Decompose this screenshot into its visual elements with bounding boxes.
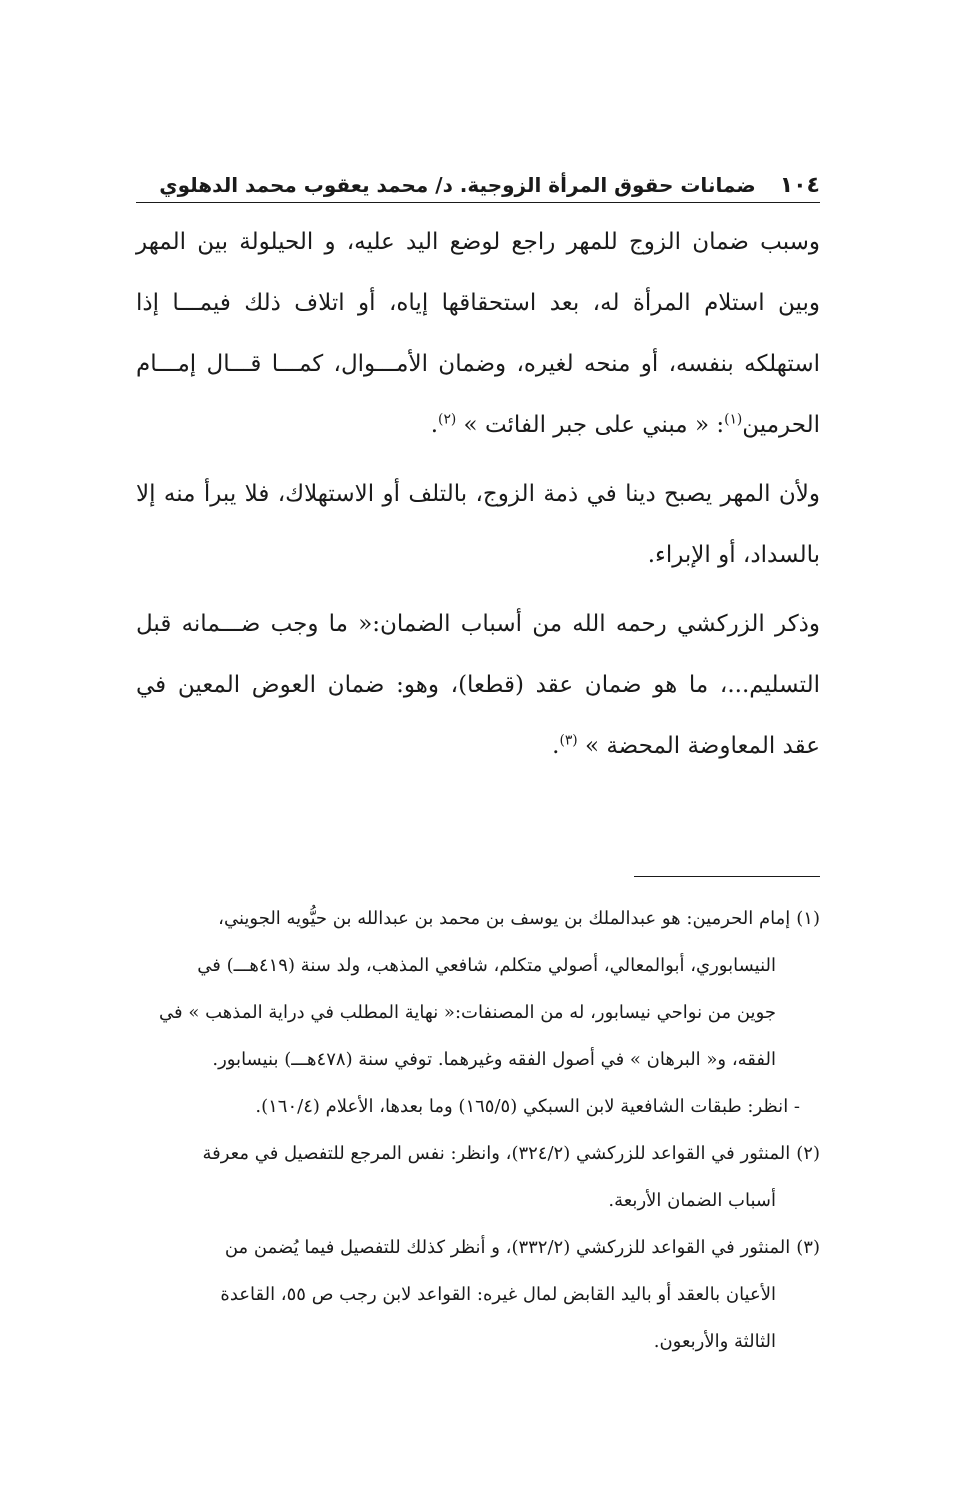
paragraph-2 xyxy=(136,464,820,586)
footnotes xyxy=(136,895,820,1365)
text-line: المهر وبين استلام المرأة له، بعد استحقاقها إياه، أو اتلاف ذلك فيمـــا إذا xyxy=(136,229,820,316)
text-line: قبل التسليم...، ما هو ضمان عقد (قطعا)، وهو: ضمان العوض المعين xyxy=(136,611,821,698)
footnote-line: (١)إمام الحرمين: هو عبدالملك بن يوسف بن محمد بن عبدالله بن حيُّويه الجويني، xyxy=(136,895,820,942)
text-line: . xyxy=(430,412,439,438)
text-line: منه إلا بالسداد، أو الإبراء. xyxy=(136,481,820,568)
running-header xyxy=(136,170,820,200)
footnote-ref-1[interactable]: (١) xyxy=(724,411,743,428)
footnote-line: أسباب الضمان الأربعة. xyxy=(608,1190,776,1211)
footnote-line: الثالثة والأربعون. xyxy=(653,1331,776,1352)
footnote-ref-3[interactable]: (٣) xyxy=(559,732,578,749)
footnote-3 xyxy=(136,1224,820,1365)
footnote-number: (١) xyxy=(796,908,820,929)
text-line: ولأن المهر يصبح دينا في ذمة الزوج، بالتلف أو الاستهلاك، فلا يبرأ xyxy=(203,481,821,507)
footnote-line: الفقه، و« البرهان » في أصول الفقه وغيرهما. توفي سنة (٤٧٨هـــ) بنيسابور. xyxy=(212,1049,776,1070)
footnote-number: (٢) xyxy=(796,1143,820,1164)
page-number: ١٠٤ xyxy=(779,173,820,198)
footnote-line: (٢)المنثور في القواعد للزركشي (٣٢٤/٢)، وانظر: نفس المرجع للتفصيل في معرفة xyxy=(136,1130,820,1177)
footnote-line: النيسابوري، أبوالمعالي، أصولي متكلم، شافعي المذهب، ولد سنة (٤١٩هـــ) في xyxy=(197,955,776,976)
footnote-reference-note: - انظر: طبقات الشافعية لابن السبكي (١٦٥/٥) وما بعدها، الأعلام (١٦٠/٤). xyxy=(255,1096,800,1117)
footnote-number: (٣) xyxy=(796,1237,820,1258)
text-line: استهلكه بنفسه، أو منحه لغيره، وضمان الأمـــوال، كمـــا قـــال إمـــام xyxy=(136,351,820,377)
paragraph-3 xyxy=(136,594,820,777)
footnote-line: جوين من نواحي نيسابور، له من المصنفات:« نهاية المطلب في دراية المذهب » في xyxy=(159,1002,776,1023)
footnote-line: (٣)المنثور في القواعد للزركشي (٣٣٢/٢)، و أنظر كذلك للتفصيل فيما يُضمن من xyxy=(136,1224,820,1271)
text-line: وسبب ضمان الزوج للمهر راجع لوضع اليد عليه، و الحيلولة بين xyxy=(197,229,821,255)
paragraph-1 xyxy=(136,212,820,456)
text-line: وذكر الزركشي رحمه الله من أسباب الضمان:« ما وجب ضـــمانه xyxy=(181,611,821,637)
header-divider xyxy=(136,202,820,203)
main-text xyxy=(136,212,820,777)
footnote-divider xyxy=(634,876,820,877)
footnote-2 xyxy=(136,1130,820,1224)
footnote-line: الأعيان بالعقد أو باليد القابض لمال غيره: القواعد لابن رجب ص ٥٥، القاعدة xyxy=(220,1284,776,1305)
footnote-1 xyxy=(136,895,820,1130)
text-line: . xyxy=(552,733,560,759)
text-line: : « مبني على جبر الفائت » xyxy=(456,412,725,438)
text-line: الحرمين xyxy=(742,412,820,438)
running-title: ضمانات حقوق المرأة الزوجية. د/ محمد يعقوب محمد الدهلوي xyxy=(159,173,756,197)
text-line: في عقد المعاوضة المحضة » xyxy=(136,672,820,759)
footnote-ref-2[interactable]: (٢) xyxy=(438,411,457,428)
